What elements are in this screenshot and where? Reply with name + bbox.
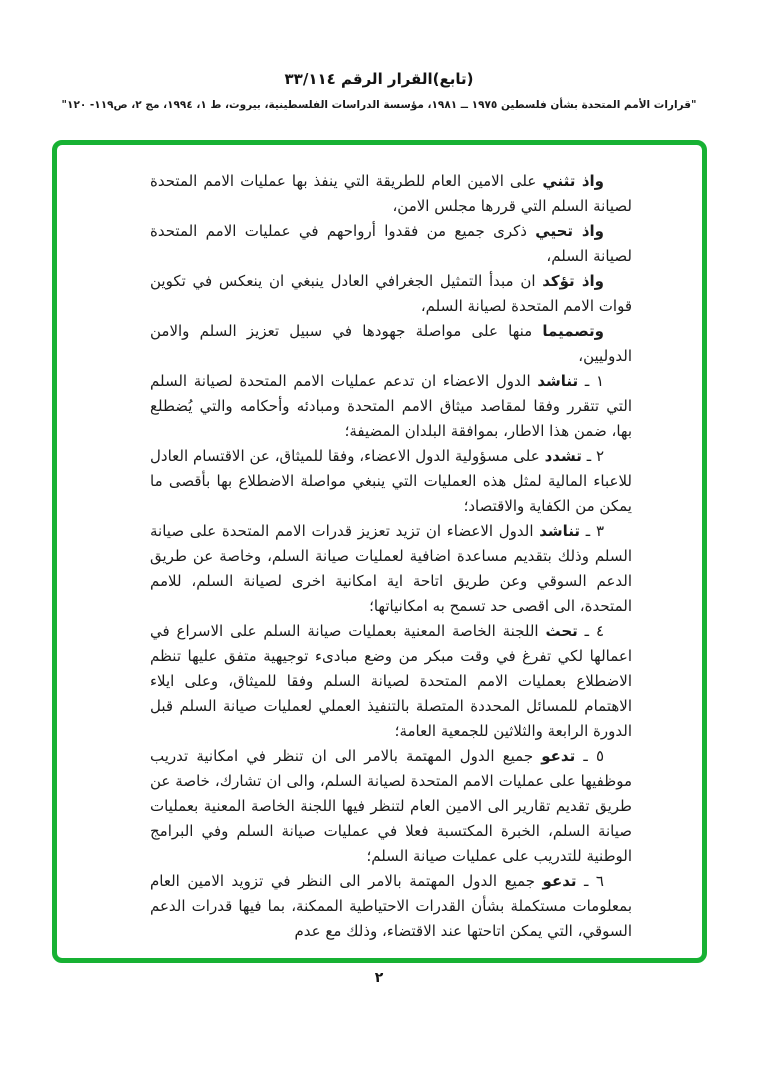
paragraph-text: ان مبدأ التمثيل الجغرافي العادل ينبغي ان ينعكس في تكوين قوات الامم المتحدة لصيانة السلم، — [150, 272, 632, 315]
body-paragraph — [150, 269, 632, 319]
clause-number: ٥ ـ — [575, 747, 604, 765]
body-paragraph — [150, 869, 632, 944]
paragraph-lead: تناشد — [539, 522, 581, 540]
paragraph-lead: تدعو — [542, 872, 577, 890]
paragraph-text: الدول الاعضاء ان تدعم عمليات الامم المتحدة لصيانة السلم التي تتقرر وفقا لمقاصد ميثاق الامم المتحدة ومبادئه وأحكامه والتي يُضطلع بها، ضمن هذا الاطار، بموافقة البلدان المضيفة؛ — [150, 372, 632, 440]
resolution-text — [150, 169, 632, 944]
paragraph-text: جميع الدول المهتمة بالامر الى ان تنظر في امكانية تدريب موظفيها على عمليات الامم المتحدة لصيانة السلم، والى ان تشارك، خاصة عن طريق تقديم تقارير الى الامين العام لتنظر فيها اللجنة الخاصة المعنية بعمليات صيانة السلم، الخبرة المكتسبة فعلا في عمليات صيانة السلم وفي البرامج الوطنية للتدريب على عمليات صيانة السلم؛ — [150, 747, 632, 865]
body-paragraph — [150, 619, 632, 744]
body-paragraph — [150, 169, 632, 219]
body-paragraph — [150, 444, 632, 519]
paragraph-text: على مسؤولية الدول الاعضاء، وفقا للميثاق، عن الاقتسام العادل للاعباء المالية لمثل هذه العمليات التي ينبغي مواصلة الاضطلاع بها بأقصى ما يمكن من الكفاية والاقتصاد؛ — [150, 447, 632, 515]
paragraph-text: منها على مواصلة جهودها في سبيل تعزيز السلم والامن الدوليين، — [150, 322, 632, 365]
paragraph-lead: واذ تؤكد — [542, 272, 604, 290]
clause-number: ٦ ـ — [576, 872, 604, 890]
paragraph-lead: واذ تحيي — [535, 222, 604, 240]
body-paragraph — [150, 744, 632, 869]
page-number: ٢ — [374, 970, 384, 986]
paragraph-lead: تحث — [545, 622, 578, 640]
paragraph-lead: تناشد — [537, 372, 579, 390]
paragraph-text: الدول الاعضاء ان تزيد تعزيز قدرات الامم المتحدة على صيانة السلم وذلك بتقديم مساعدة اضافية لعمليات صيانة السلم، وخاصة عن طريق الدعم السوقي وعن طريق اتاحة اية امكانية اخرى لصيانة السلم، للامم المتحدة، الى اقصى حد تسمح به امكانياتها؛ — [150, 522, 632, 615]
clause-number: ٣ ـ — [580, 522, 604, 540]
page-title: (تابع)القرار الرقم ٣٣/١١٤ — [284, 70, 474, 88]
paragraph-text: ذكرى جميع من فقدوا أرواحهم في عمليات الامم المتحدة لصيانة السلم، — [150, 222, 632, 265]
paragraph-lead: وتصميما — [542, 322, 604, 340]
paragraph-text: على الامين العام للطريقة التي ينفذ بها عمليات الامم المتحدة لصيانة السلم التي قررها مجلس الامن، — [150, 172, 632, 215]
body-paragraph — [150, 519, 632, 619]
citation-line: "قرارات الأمم المتحدة بشأن فلسطين ١٩٧٥ ــ ١٩٨١، مؤسسة الدراسات الفلسطينية، بيروت، ط ١، ١٩٩٤، مج ٢، ص١١٩- ١٢٠" — [61, 99, 697, 111]
clause-number: ٤ ـ — [577, 622, 604, 640]
body-paragraph — [150, 219, 632, 269]
content-frame — [52, 140, 707, 963]
paragraph-text: جميع الدول المهتمة بالامر الى النظر في تزويد الامين العام بمعلومات مستكملة بشأن القدرات الاحتياطية الممكنة، بما فيها قدرات الدعم السوقي، التي يمكن اتاحتها عند الاقتضاء، وذلك مع عدم — [150, 872, 632, 940]
clause-number: ٢ ـ — [581, 447, 605, 465]
paragraph-lead: تشدد — [544, 447, 582, 465]
body-paragraph — [150, 319, 632, 369]
clause-number: ١ ـ — [578, 372, 604, 390]
body-paragraph — [150, 369, 632, 444]
paragraph-text: اللجنة الخاصة المعنية بعمليات صيانة السلم على الاسراع في اعمالها لكي تفرغ في وقت مبكر من وضع مبادىء توجيهية متفق عليها تنظم الاضطلاع بعمليات الامم المتحدة لصيانة السلم وفقا للميثاق، وعلى ايلاء الاهتمام للمسائل المحددة المتصلة بالتنفيذ العملي لعمليات صيانة السلم قبل الدورة الرابعة والثلاثين للجمعية العامة؛ — [150, 622, 632, 740]
paragraph-lead: واذ تثني — [542, 172, 604, 190]
paragraph-lead: تدعو — [541, 747, 576, 765]
